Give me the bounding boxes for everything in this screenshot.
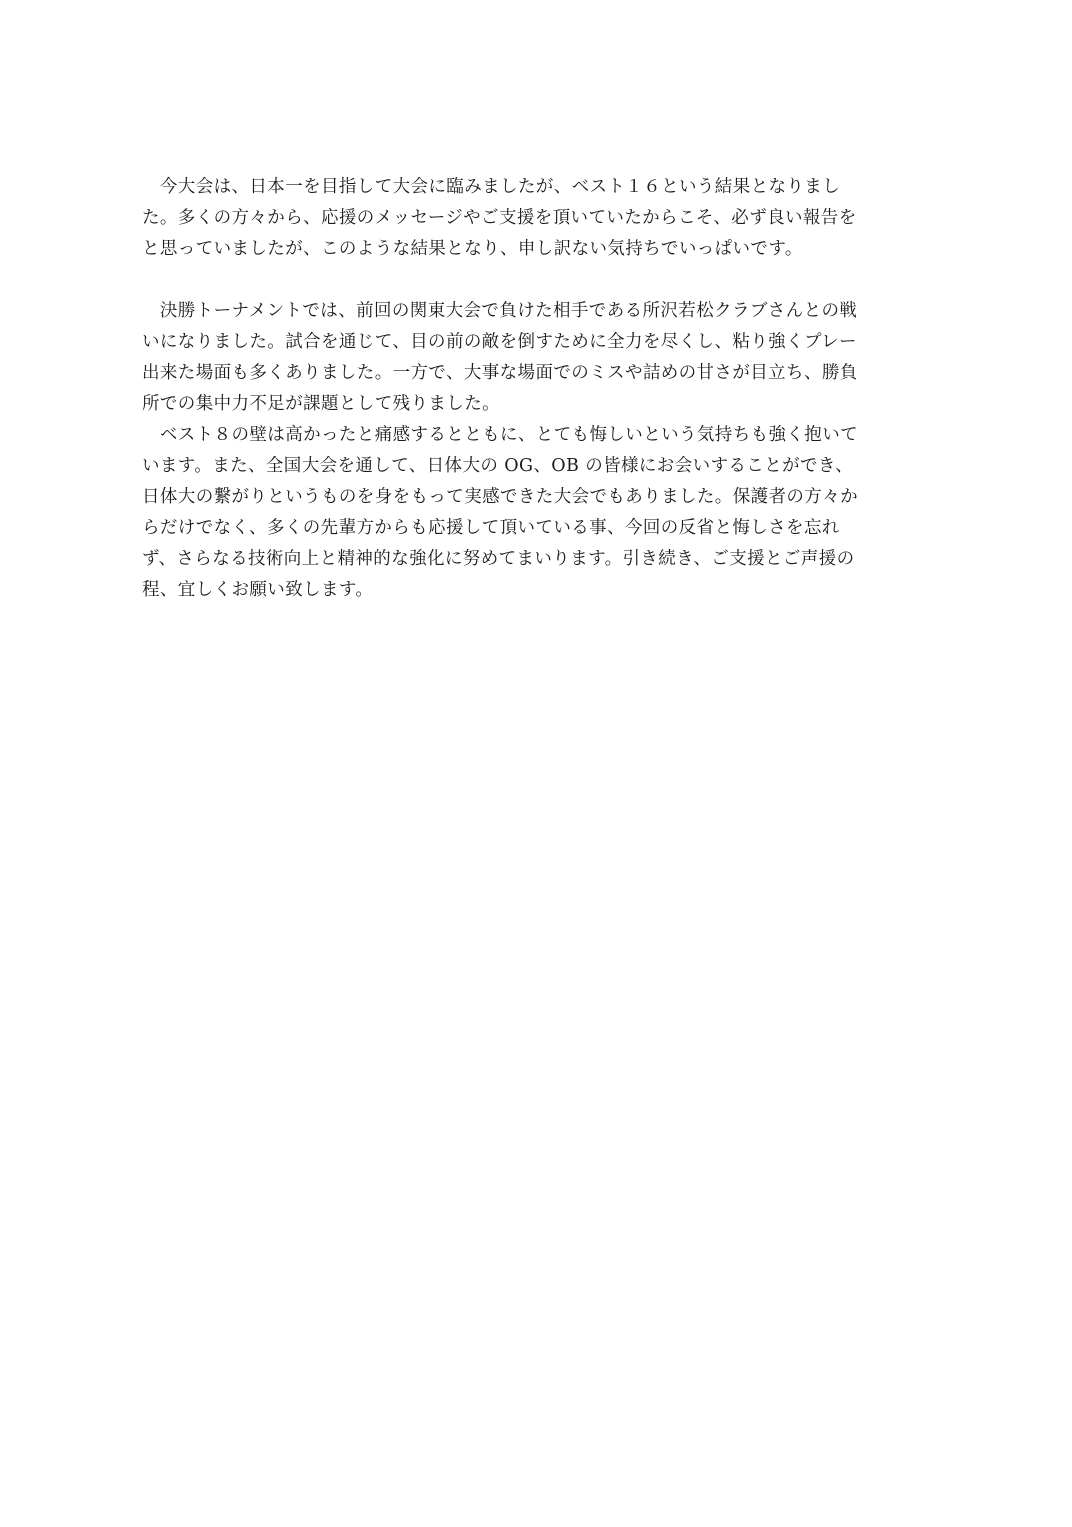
text-line: 決勝トーナメントでは、前回の関東大会で負けた相手である所沢若松クラブさんとの戦 xyxy=(142,301,858,321)
text-line: らだけでなく、多くの先輩方からも応援して頂いている事、今回の反省と悔しさを忘れ xyxy=(142,518,840,538)
paragraph-reflection xyxy=(142,420,932,606)
text-line: 今大会は、日本一を目指して大会に臨みましたが、ベスト１６という結果となりまし xyxy=(142,177,841,197)
text-line: 出来た場面も多くありました。一方で、大事な場面でのミスや詰めの甘さが目立ち、勝負 xyxy=(142,363,858,383)
text-line: 程、宜しくお願い致します。 xyxy=(142,580,374,600)
paragraph-spacer xyxy=(142,265,932,296)
paragraph-tournament xyxy=(142,296,932,420)
text-line: ず、さらなる技術向上と精神的な強化に努めてまいります。引き続き、ご支援とご声援の xyxy=(142,549,855,569)
document-body xyxy=(142,172,932,606)
text-line: と思っていましたが、このような結果となり、申し訳ない気持ちでいっぱいです。 xyxy=(142,239,803,259)
text-line: ベスト８の壁は高かったと痛感するとともに、とても悔しいという気持ちも強く抱いて xyxy=(142,425,858,445)
text-line: いになりました。試合を通じて、目の前の敵を倒すために全力を尽くし、粘り強くプレー xyxy=(142,332,857,352)
text-line: た。多くの方々から、応援のメッセージやご支援を頂いていたからこそ、必ず良い報告を xyxy=(142,208,857,228)
text-line: います。また、全国大会を通して、日体大の OG、OB の皆様にお会いすることができ、 xyxy=(142,456,854,476)
text-line: 所での集中力不足が課題として残りました。 xyxy=(142,394,500,414)
paragraph-result xyxy=(142,172,932,265)
text-line: 日体大の繋がりというものを身をもって実感できた大会でもありました。保護者の方々か xyxy=(142,487,858,507)
